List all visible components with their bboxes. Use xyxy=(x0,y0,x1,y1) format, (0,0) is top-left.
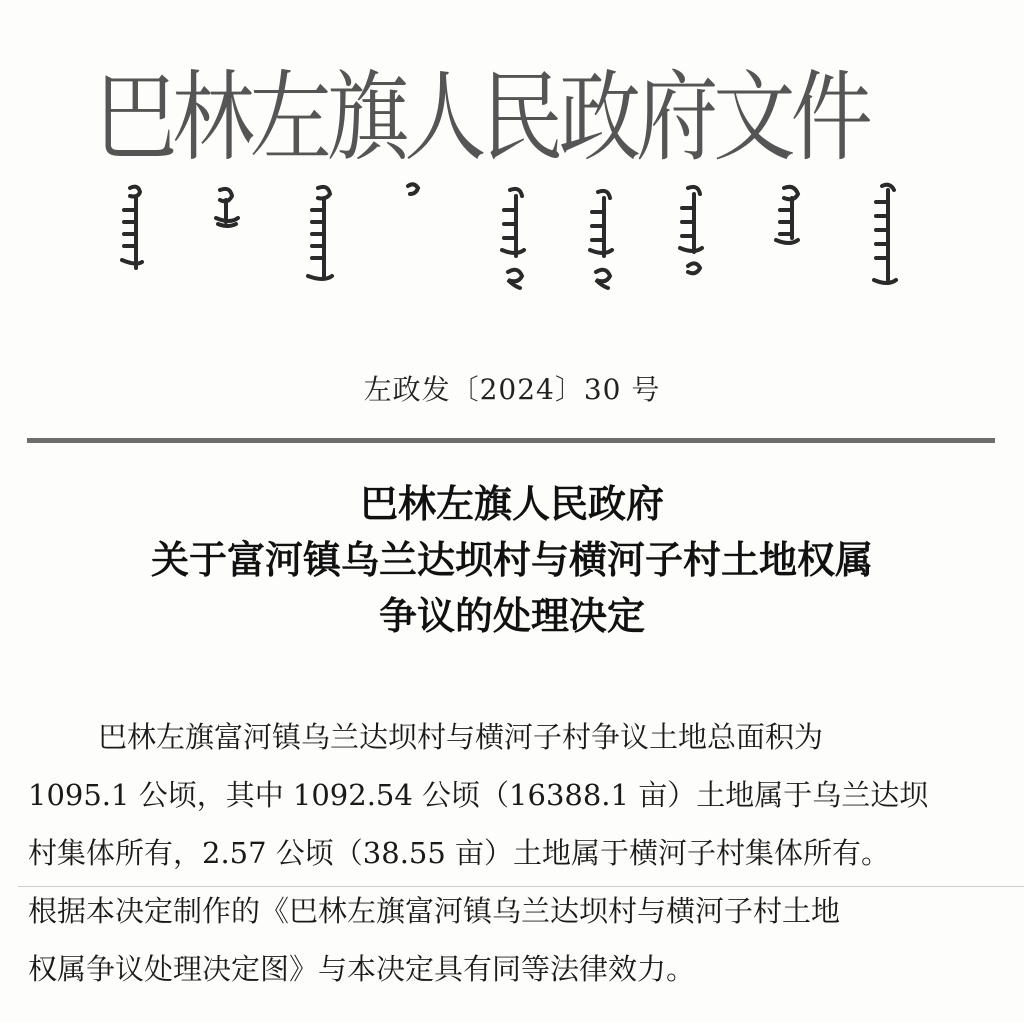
title-line-3: 争议的处理决定 xyxy=(378,594,645,638)
mongolian-script-header xyxy=(108,180,918,298)
document-body xyxy=(28,708,978,998)
scan-fold-line xyxy=(18,886,1024,887)
body-line-5: 权属争议处理决定图》与本决定具有同等法律效力。 xyxy=(28,952,696,986)
mongolian-script-graphic xyxy=(108,180,918,298)
header-divider xyxy=(27,438,995,443)
document-number: 左政发〔2024〕30 号 xyxy=(363,373,661,406)
title-line-1: 巴林左旗人民政府 xyxy=(359,482,664,526)
title-line-2: 关于富河镇乌兰达坝村与横河子村土地权属 xyxy=(150,538,873,582)
body-line-1: 巴林左旗富河镇乌兰达坝村与横河子村争议土地总面积为 xyxy=(98,720,824,754)
document-title xyxy=(0,476,1024,644)
body-line-2: 1095.1 公顷，其中 1092.54 公顷（16388.1 亩）土地属于乌兰达坝 xyxy=(28,778,929,812)
body-line-4: 根据本决定制作的《巴林左旗富河镇乌兰达坝村与横河子村土地 xyxy=(28,894,841,928)
document-header-title: 巴林左旗人民政府文件 xyxy=(95,61,868,175)
body-line-3: 村集体所有，2.57 公顷（38.55 亩）土地属于横河子村集体所有。 xyxy=(28,836,891,870)
